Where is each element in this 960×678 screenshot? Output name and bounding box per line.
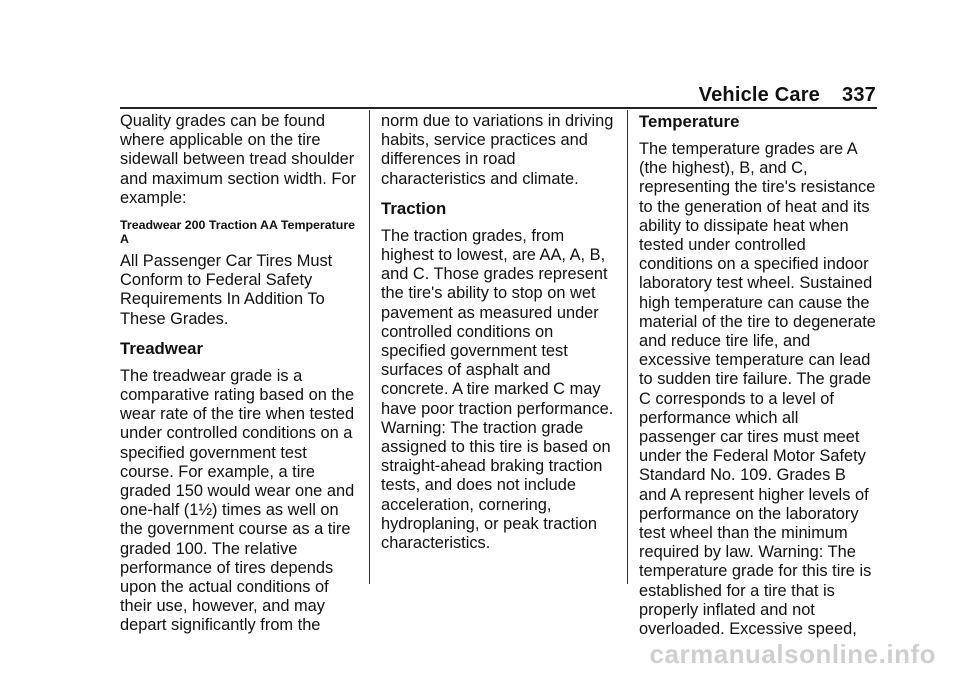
column-divider (369, 110, 370, 584)
treadwear-continuation: norm due to variations in driving habits, service practices and differences in road characteristics and climate. (381, 112, 614, 188)
column-3 (639, 112, 876, 639)
treadwear-paragraph: The treadwear grade is a comparative rating based on the wear rate of the tire when tested under controlled conditions on a specified government test course. For example, a tire graded 150 would wear one and one-half (1½) times as well on the government course as a tire graded 100. The relative performance of tires depends upon the actual conditions of their use, however, and may depart significantly from the (120, 366, 355, 635)
temperature-heading: Temperature (639, 112, 740, 131)
traction-heading: Traction (381, 198, 447, 218)
intro-paragraph: Quality grades can be found where applicable on the tire sidewall between tread shoulder and maximum section width. For example: (120, 112, 356, 207)
treadwear-heading: Treadwear (120, 338, 204, 358)
section-title: Vehicle Care (698, 84, 821, 106)
page-number: 337 (842, 84, 876, 106)
header-rule (120, 107, 877, 109)
page-header (699, 84, 876, 107)
column-1 (120, 112, 356, 636)
column-2 (381, 112, 617, 553)
grade-example: Treadwear 200 Traction AA Temperature A (120, 218, 356, 247)
federal-requirements-statement: All Passenger Car Tires Must Conform to Federal Safety Requirements In Addition To These Grades. (120, 252, 333, 328)
temperature-paragraph: The temperature grades are A (the highest), B, and C, representing the tire's resistance to the generation of heat and its ability to dissipate heat when tested under controlled conditions on a specified indoor laboratory test wheel. Sustained high temperature can cause the material of the tire to degenerate and reduce tire life, and excessive temperature can lead to sudden tire failure. The grade C corresponds to a level of performance which all passenger car tires must meet under the Federal Motor Safety Standard No. 109. Grades B and A represent higher levels of performance on the laboratory test wheel than the minimum required by law. Warning: The temperature grade for this tire is established for a tire that is properly inflated and not overloaded. Excessive speed, (639, 140, 876, 639)
column-divider (627, 110, 628, 584)
site-watermark: carmanualsonline.info (649, 639, 936, 669)
traction-paragraph: The traction grades, from highest to lowest, are AA, A, B, and C. Those grades represent the tire's ability to stop on wet pavement as measured under controlled conditions on specified government test surfaces of asphalt and concrete. A tire marked C may have poor traction performance. Warning: The traction grade assigned to this tire is based on straight-ahead braking traction tests, and does not include acceleration, cornering, hydroplaning, or peak traction characteristics. (381, 226, 614, 553)
